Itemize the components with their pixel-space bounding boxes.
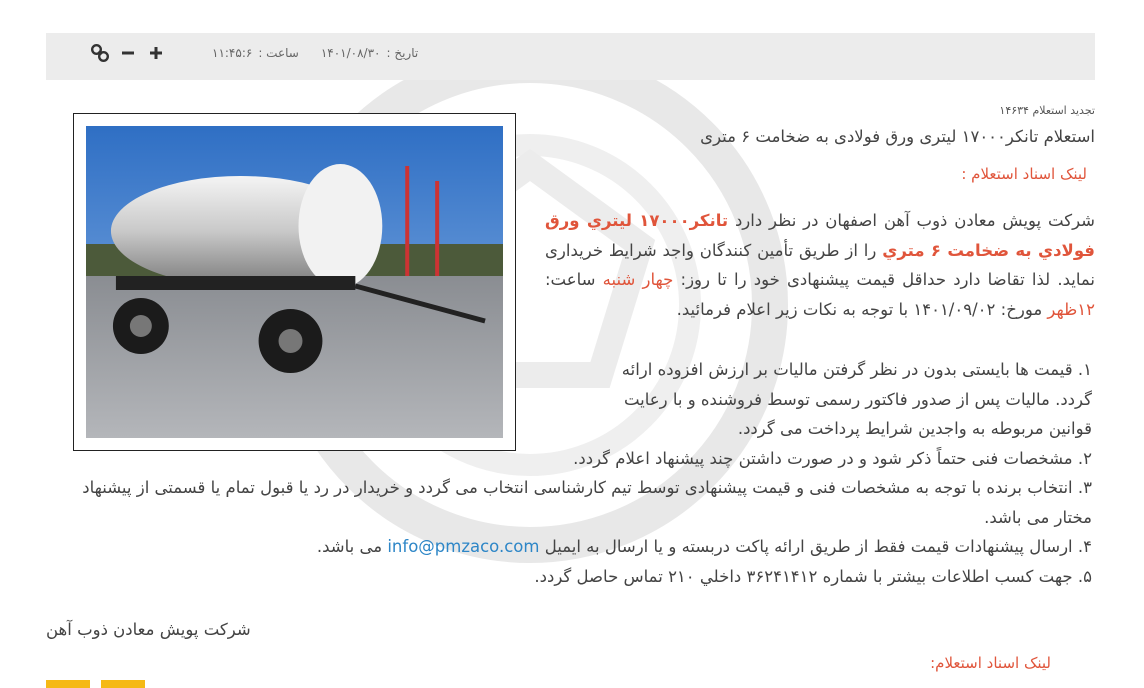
- date-label: تاریخ :: [386, 46, 419, 60]
- link-icon[interactable]: [90, 43, 110, 63]
- list-item: [82, 532, 1092, 562]
- time-text: ساعت:: [545, 270, 603, 289]
- list-item: ۳. انتخاب برنده با توجه به مشخصات فنی و قیمت پیشنهادی توسط تیم کارشناسی انتخاب می گردد و خریدار در رد یا قبول تمام یا قسمتی از پیشنهاد مختار می باشد.: [82, 478, 1092, 527]
- list-item: ۲. مشخصات فنی حتماً ذکر شود و در صورت داشتن چند پیشنهاد اعلام گردد.: [573, 448, 1092, 468]
- notice-intro: [545, 206, 1095, 324]
- intro-text-2: را از طریق تأمین کنندگان واجد شرایط خریداری نماید. لذا تقاضا دارد حداقل قیمت پیشنهادی خود را تا روز:: [545, 240, 1095, 289]
- time-label: ساعت :: [258, 46, 299, 60]
- docs-link-bottom[interactable]: لینک اسناد استعلام:: [930, 654, 1051, 672]
- date-value: ۱۴۰۱/۰۸/۳۰: [320, 46, 381, 60]
- renewal-label: تجدید استعلام ۱۴۶۳۴: [999, 104, 1095, 117]
- item-4-text-a: ۴. ارسال پیشنهادات قیمت فقط از طریق ارائه پاکت دربسته و یا ارسال به ایمیل: [539, 537, 1092, 556]
- list-item: ۱. قیمت ها بایستی بدون در نظر گرفتن مالیات بر ارزش افزوده ارائه گردد. مالیات پس از صدور فاکتور رسمی توسط فروشنده و با رعایت قوانین مربوطه به واجدین شرایط پرداخت می گردد.: [621, 360, 1092, 438]
- toolbar-tools: [90, 43, 166, 63]
- notice-items: [82, 355, 1092, 591]
- deadline-day: چهار شنبه: [602, 270, 674, 289]
- download-button[interactable]: [101, 680, 145, 688]
- item-4-text-b: می باشد.: [316, 537, 388, 556]
- zoom-out-icon[interactable]: [118, 43, 138, 63]
- date-time: [212, 46, 418, 60]
- intro-text-1: شرکت پویش معادن ذوب آهن اصفهان در نظر دارد: [728, 211, 1095, 230]
- download-button[interactable]: [46, 680, 90, 688]
- deadline-hour: ۱۲ظهر: [1047, 299, 1095, 319]
- signature: شرکت پویش معادن ذوب آهن: [46, 620, 251, 639]
- date-text: مورخ: ۱۴۰۱/۰۹/۰۲ با توجه به نکات زیر اعلام فرمائید.: [676, 299, 1048, 319]
- email-link[interactable]: info@pmzaco.com: [387, 537, 540, 556]
- tanker-spec: تانکر۱۷۰۰۰ ليتري ورق فولادي به ضخامت ۶ متري: [545, 211, 1095, 260]
- docs-link-top[interactable]: لینک اسناد استعلام :: [961, 165, 1087, 183]
- time-value: ۱۱:۴۵:۶: [212, 46, 253, 60]
- list-item: ۵. جهت کسب اطلاعات بیشتر با شماره ۳۶۲۴۱۴۱۲ داخلي ۲۱۰ تماس حاصل گردد.: [534, 566, 1092, 586]
- toolbar: [46, 33, 1095, 80]
- zoom-in-icon[interactable]: [146, 43, 166, 63]
- notice-title: استعلام تانکر۱۷۰۰۰ لیتری ورق فولادی به ضخامت ۶ متری: [700, 127, 1095, 146]
